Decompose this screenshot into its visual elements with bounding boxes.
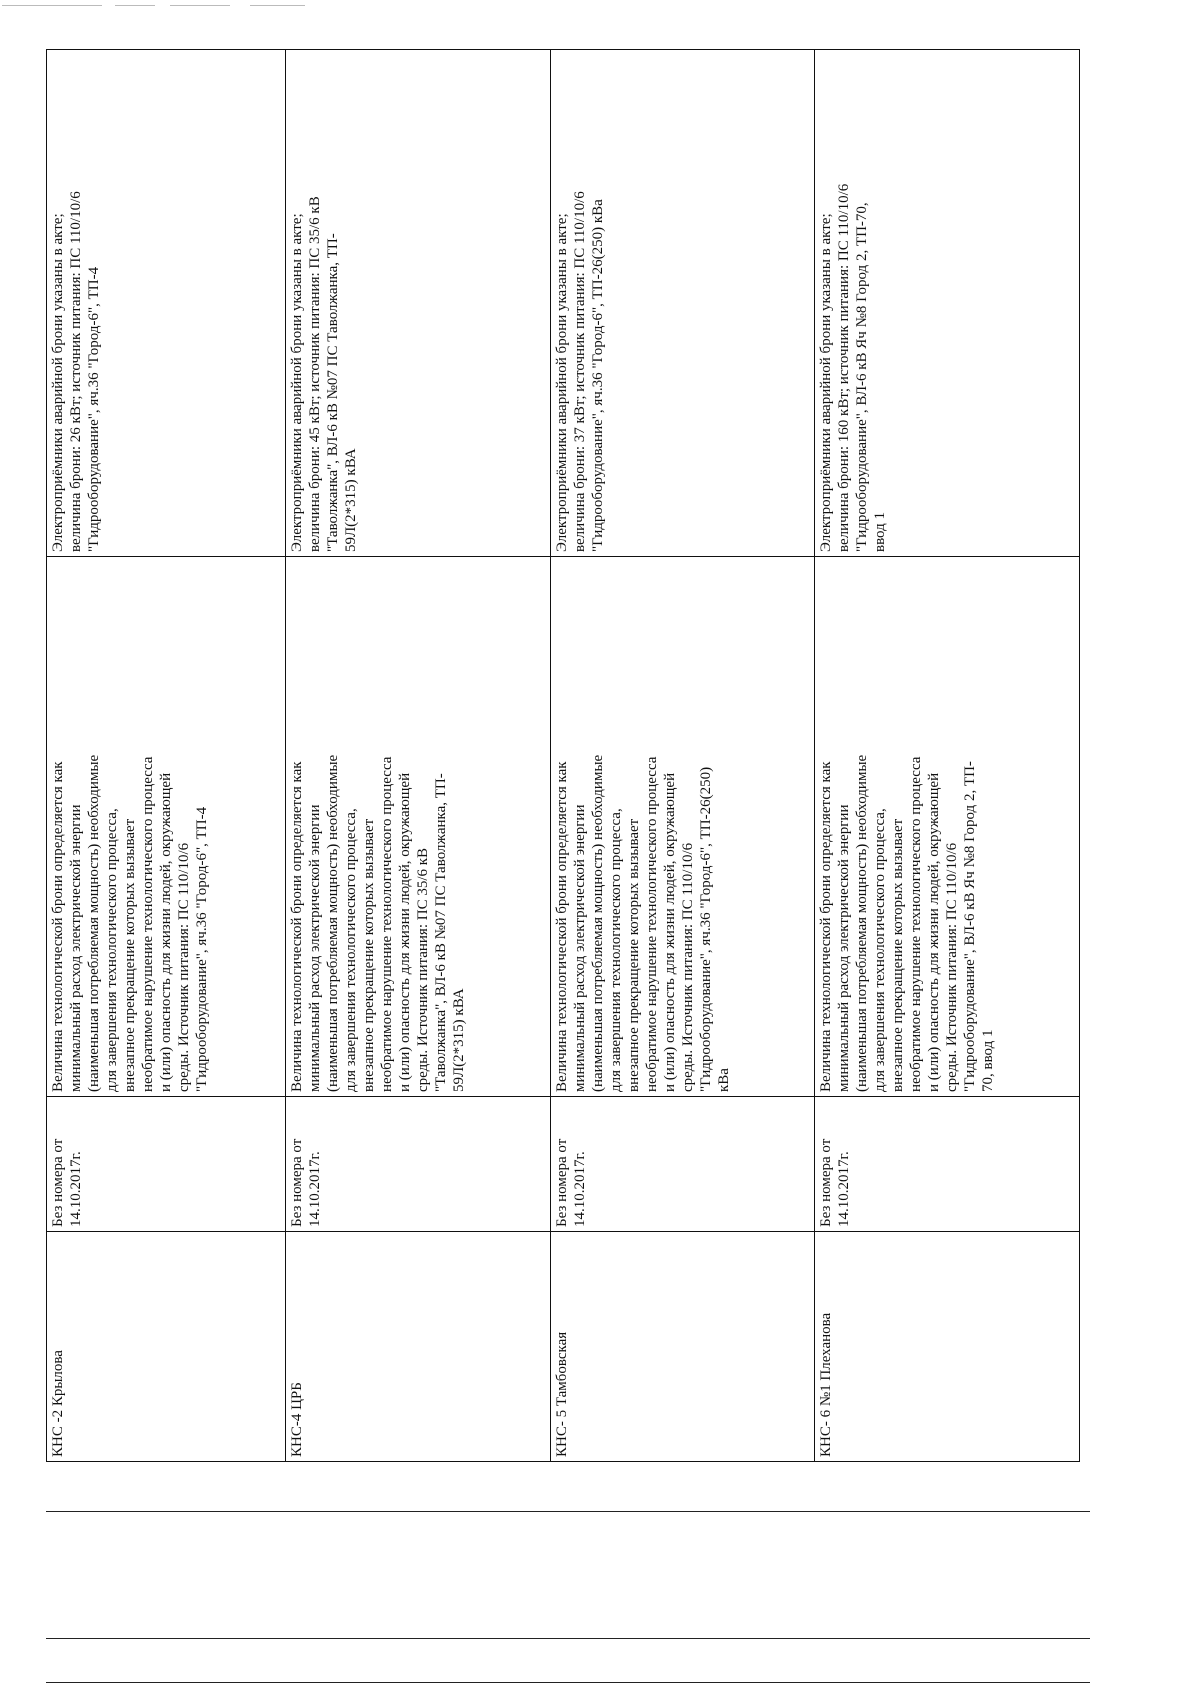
act-cell: Без номера от 14.10.2017г. [285, 1097, 550, 1232]
scan-artifact [2, 5, 102, 6]
table-row [47, 50, 286, 1462]
ruled-line [46, 1511, 1090, 1512]
act-cell: Без номера от 14.10.2017г. [815, 1097, 1080, 1232]
act-cell: Без номера от 14.10.2017г. [550, 1097, 815, 1232]
value-cell: Электроприёмники аварийной брони указаны в акте; величина брони: 37 кВт; источник питания: ПС 110/10/6 "Гидрооборудование", яч.36 "Город-6", ТП-26(250) кВа [550, 50, 815, 557]
ruled-line [46, 1638, 1090, 1639]
object-name-cell: КНС- 5 Тамбовская [550, 1232, 815, 1462]
table-row [550, 50, 815, 1462]
value-cell: Электроприёмники аварийной брони указаны в акте; величина брони: 160 кВт; источник питания: ПС 110/10/6 "Гидрооборудование", ВЛ-6 кВ Яч №8 Город 2, ТП-70, ввод 1 [815, 50, 1080, 557]
object-name-cell: КНС-4 ЦРБ [285, 1232, 550, 1462]
value-cell: Электроприёмники аварийной брони указаны в акте; величина брони: 26 кВт; источник питания: ПС 110/10/6 "Гидрооборудование", яч.36 "Город-6", ТП-4 [47, 50, 286, 557]
scan-artifact [170, 5, 230, 6]
value-cell: Электроприёмники аварийной брони указаны в акте; величина брони: 45 кВт; источник питания: ПС 35/6 кВ "Таволжанка", ВЛ-6 кВ №07 ПС Таволжанка, ТП- 59Л(2*315) кВА [285, 50, 550, 557]
reservation-table [46, 49, 1080, 1462]
scan-artifact [250, 5, 305, 6]
definition-cell: Величина технологической брони определяется как минимальный расход электрической энергии (наименьшая потребляемая мощность) необходимые для завершения технологического процесса, внезапное прекращение которых вызывает необратимое нарушение технологического процесса и (или) опасность для жизни людей, окружающей среды. Источник питания: ПС 110/10/6 "Гидрооборудование", ВЛ-6 кВ Яч №8 Город 2, ТП- 70, ввод 1 [815, 557, 1080, 1097]
object-name-cell: КНС -2 Крылова [47, 1232, 286, 1462]
object-name-cell: КНС- 6 №1 Плеханова [815, 1232, 1080, 1462]
ruled-line [46, 1682, 1090, 1683]
definition-cell: Величина технологической брони определяется как минимальный расход электрической энергии (наименьшая потребляемая мощность) необходимые для завершения технологического процесса, внезапное прекращение которых вызывает необратимое нарушение технологического процесса и (или) опасность для жизни людей, окружающей среды. Источник питания: ПС 110/10/6 "Гидрооборудование", яч.36 "Город-6", ТП-26(250) кВа [550, 557, 815, 1097]
definition-cell: Величина технологической брони определяется как минимальный расход электрической энергии (наименьшая потребляемая мощность) необходимые для завершения технологического процесса, внезапное прекращение которых вызывает необратимое нарушение технологического процесса и (или) опасность для жизни людей, окружающей среды. Источник питания: ПС 35/6 кВ "Таволжанка", ВЛ-6 кВ №07 ПС Таволжанка, ТП- 59Л(2*315) кВА [285, 557, 550, 1097]
act-cell: Без номера от 14.10.2017г. [47, 1097, 286, 1232]
definition-cell: Величина технологической брони определяется как минимальный расход электрической энергии (наименьшая потребляемая мощность) необходимые для завершения технологического процесса, внезапное прекращение которых вызывает необратимое нарушение технологического процесса и (или) опасность для жизни людей, окружающей среды. Источник питания: ПС 110/10/6 "Гидрооборудование", яч.36 "Город-6", ТП-4 [47, 557, 286, 1097]
scan-artifact [115, 5, 155, 6]
rotated-table-wrapper [46, 50, 1080, 1462]
table-row [285, 50, 550, 1462]
table-row [815, 50, 1080, 1462]
